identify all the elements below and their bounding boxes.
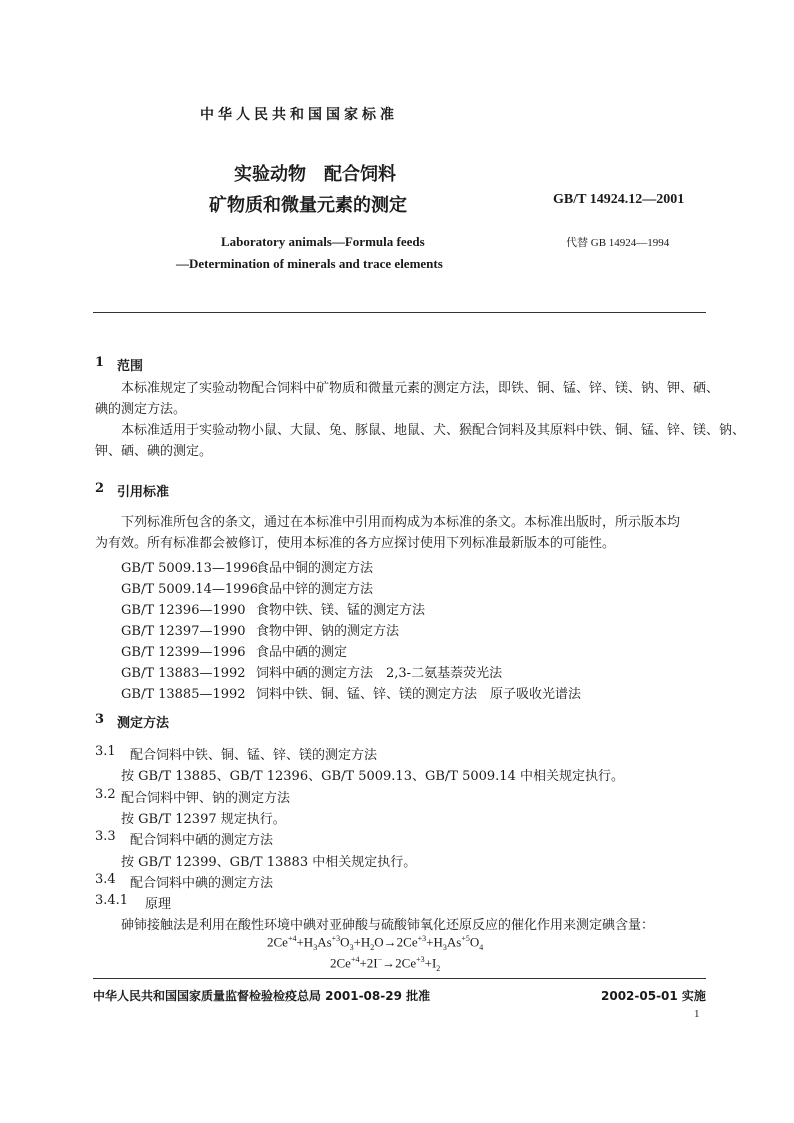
- subsection-3-1-number: 3.1: [95, 744, 116, 759]
- subsection-3-1-title: 配合饲料中铁、铜、锰、锌、镁的测定方法: [130, 748, 378, 763]
- reference-code: GB/T 5009.13—1996: [121, 561, 258, 576]
- reference-code: GB/T 13885—1992: [121, 687, 246, 702]
- section-1-title: 范围: [117, 359, 144, 374]
- reference-item: [121, 557, 373, 576]
- subsection-3-3-title: 配合饲料中硒的测定方法: [130, 833, 274, 848]
- section-1-para-2-line-1: 本标准适用于实验动物小鼠、大鼠、兔、豚鼠、地鼠、犬、猴配合饲料及其原料中铁、铜、锰、锌、镁、钠、: [121, 423, 746, 438]
- footer-rule: [93, 978, 706, 979]
- section-3-title: 测定方法: [117, 716, 170, 731]
- subsection-3-4-1-title: 原理: [145, 897, 172, 912]
- subsection-3-2-text: 按 GB/T 12397 规定执行。: [121, 812, 286, 827]
- standard-number: GB/T 14924.12—2001: [553, 192, 685, 207]
- reference-item: [121, 599, 425, 618]
- reference-item: [121, 620, 399, 639]
- subsection-3-2-number: 3.2: [95, 787, 116, 802]
- reference-title: 饲料中硒的测定方法 2,3-二氨基萘荧光法: [256, 666, 503, 681]
- subsection-3-4-1-number: 3.4.1: [95, 893, 129, 908]
- reference-item: [121, 662, 502, 681]
- reference-title: 食物中钾、钠的测定方法: [256, 624, 400, 639]
- reference-code: GB/T 12396—1990: [121, 603, 246, 618]
- reference-title: 食品中硒的测定: [256, 645, 348, 660]
- implementation-date: 2002-05-01 实施: [601, 989, 706, 1003]
- section-2-para-line-1: 下列标准所包含的条文，通过在本标准中引用而构成为本标准的条文。本标准出版时，所示版本均: [121, 515, 681, 530]
- section-2-title: 引用标准: [117, 485, 170, 500]
- section-1-para-1-line-2: 碘的测定方法。: [95, 402, 187, 417]
- subsection-3-4-number: 3.4: [95, 872, 116, 887]
- page-number: 1: [694, 1008, 700, 1020]
- section-1-number: 1: [95, 355, 105, 370]
- reaction-equation-1: $2Ce^{+4}+H_3As^{+3}O_3+H_2O\to 2Ce^{+3}+H_3As^{+5}O_4$: [267, 934, 484, 952]
- reference-code: GB/T 13883—1992: [121, 666, 246, 681]
- issuing-body: 中华人民共和国国家标准: [200, 107, 398, 123]
- section-2-number: 2: [95, 481, 105, 496]
- reaction-equation-2: $2Ce^{+4}+2I^-\to 2Ce^{+3}+I_2$: [330, 955, 441, 973]
- english-title-line-2: —Determination of minerals and trace elements: [176, 256, 443, 271]
- reference-item: [121, 683, 581, 702]
- reference-item: [121, 641, 347, 660]
- section-1-para-1-line-1: 本标准规定了实验动物配合饲料中矿物质和微量元素的测定方法，即铁、铜、锰、锌、镁、钠、钾、硒、: [121, 381, 720, 396]
- section-1-para-2-line-2: 钾、硒、碘的测定。: [95, 444, 213, 459]
- reference-title: 食品中锌的测定方法: [256, 582, 374, 597]
- reference-code: GB/T 12399—1996: [121, 645, 246, 660]
- subsection-3-1-text: 按 GB/T 13885、GB/T 12396、GB/T 5009.13、GB/T 5009.14 中相关规定执行。: [121, 769, 624, 784]
- subsection-3-3-number: 3.3: [95, 829, 116, 844]
- reference-title: 食品中铜的测定方法: [256, 561, 374, 576]
- reference-title: 食物中铁、镁、锰的测定方法: [256, 603, 426, 618]
- title-line-2: 矿物质和微量元素的测定: [209, 195, 407, 216]
- replaces-standard: 代替 GB 14924—1994: [566, 237, 670, 249]
- reference-code: GB/T 12397—1990: [121, 624, 246, 639]
- title-line-1: 实验动物 配合饲料: [234, 164, 396, 185]
- reference-title: 饲料中铁、铜、锰、锌、镁的测定方法 原子吸收光谱法: [256, 687, 582, 702]
- principle-text: 砷铈接触法是利用在酸性环境中碘对亚砷酸与硫酸铈氧化还原反应的催化作用来测定碘含量：: [121, 918, 655, 933]
- english-title-line-1: Laboratory animals—Formula feeds: [221, 234, 425, 249]
- section-3-number: 3: [95, 712, 105, 727]
- approval-line: 中华人民共和国国家质量监督检验检疫总局 2001-08-29 批准: [93, 989, 431, 1003]
- section-2-para-line-2: 为有效。所有标准都会被修订，使用本标准的各方应探讨使用下列标准最新版本的可能性。: [95, 536, 616, 551]
- header-rule: [93, 312, 706, 313]
- subsection-3-2-title: 配合饲料中钾、钠的测定方法: [121, 791, 291, 806]
- reference-item: [121, 578, 373, 597]
- subsection-3-3-text: 按 GB/T 12399、GB/T 13883 中相关规定执行。: [121, 855, 417, 870]
- reference-code: GB/T 5009.14—1996: [121, 582, 258, 597]
- subsection-3-4-title: 配合饲料中碘的测定方法: [130, 876, 274, 891]
